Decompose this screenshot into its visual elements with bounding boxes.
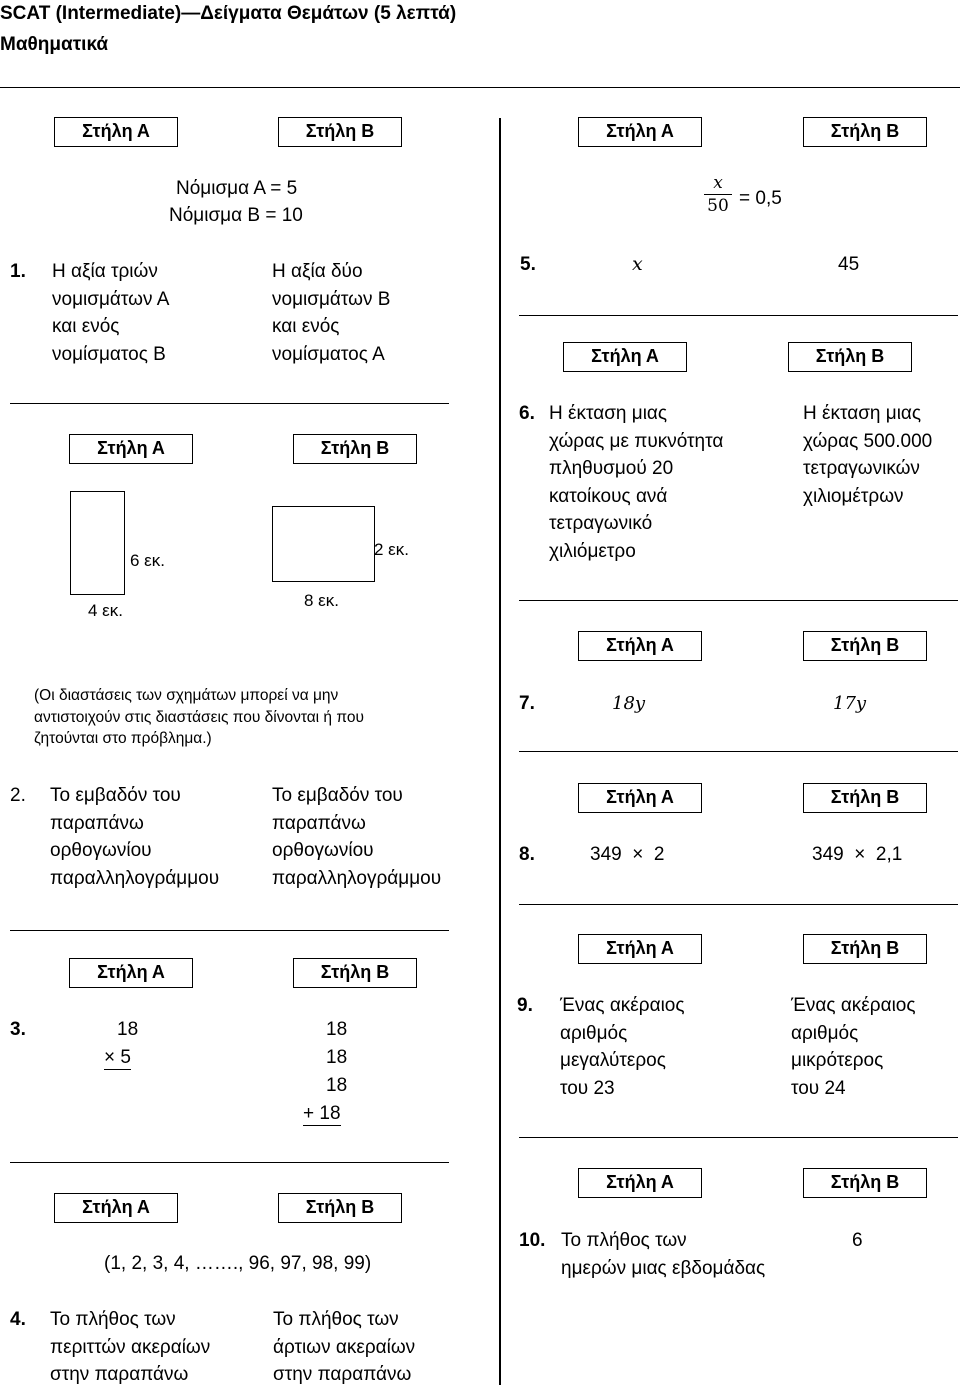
rect-height-label: 6 εκ. <box>130 551 165 570</box>
q3-rule <box>10 1162 449 1163</box>
col-b-label: Στήλη Β <box>278 1193 402 1223</box>
q7-col-a: 18y <box>612 693 646 714</box>
col-b-label: Στήλη Β <box>293 958 417 988</box>
q2-rule <box>10 930 449 931</box>
coin-b-value: Νόμισμα Β = 10 <box>169 205 303 226</box>
rect-width-label: 4 εκ. <box>88 601 123 620</box>
col-b-label: Στήλη Β <box>293 434 417 464</box>
q7-col-b: 17y <box>833 693 867 714</box>
q6-rule <box>519 600 958 601</box>
q6-col-a: Η έκταση μιας χώρας με πυκνότητα πληθυσμού 20 κατοίκους ανά τετραγωνικό χιλιόμετρο <box>549 403 724 562</box>
q5-col-a: x <box>632 253 643 275</box>
col-b-label: Στήλη Β <box>803 1168 927 1198</box>
col-b-label: Στήλη Β <box>803 783 927 813</box>
q5-rule <box>519 315 958 316</box>
para-width-label: 8 εκ. <box>304 591 339 610</box>
q2-col-a: Το εμβαδόν του παραπάνω ορθογωνίου παραλληλογράμμου <box>50 785 220 889</box>
rectangle-figure <box>70 491 125 595</box>
column-divider <box>499 118 501 1385</box>
q5-equation: = 0,5 <box>739 188 782 209</box>
q2-col-b: Το εμβαδόν του παραπάνω ορθογωνίου παραλληλογράμμου <box>272 785 442 889</box>
col-a-label: Στήλη Α <box>54 117 178 147</box>
q10-number: 10. <box>519 1230 546 1251</box>
q8-rule <box>519 904 958 905</box>
q3-b-line3: 18 <box>326 1075 348 1096</box>
col-a-label: Στήλη Α <box>578 117 702 147</box>
col-b-label: Στήλη Β <box>788 342 912 372</box>
dimensions-note: (Οι διαστάσεις των σχημάτων μπορεί να μην αντιστοιχούν στις διαστάσεις που δίνονται ή που ζητούνται στο πρόβλημα.) <box>34 687 364 747</box>
q7-rule <box>519 751 958 752</box>
coin-a-value: Νόμισμα Α = 5 <box>176 178 298 199</box>
q4-col-b: Το πλήθος των άρτιων ακεραίων στην παραπάνω <box>273 1309 416 1385</box>
q5-fraction: x 50 <box>704 173 732 216</box>
header-rule <box>0 87 960 88</box>
q9-rule <box>519 1137 958 1138</box>
col-b-label: Στήλη Β <box>803 631 927 661</box>
col-a-label: Στήλη Α <box>578 783 702 813</box>
q10-col-b: 6 <box>852 1230 863 1251</box>
q3-a-line1: 18 <box>117 1019 139 1040</box>
q3-number: 3. <box>10 1019 26 1040</box>
q5-col-b: 45 <box>838 254 860 275</box>
q1-col-b: Η αξία δύο νομισμάτων Β και ενός νομίσματος Α <box>272 261 391 365</box>
q4-number: 4. <box>10 1309 26 1330</box>
q1-number: 1. <box>10 261 26 282</box>
q3-b-line2: 18 <box>326 1047 348 1068</box>
col-b-label: Στήλη Β <box>803 117 927 147</box>
q10-col-a: Το πλήθος των ημερών μιας εβδομάδας <box>561 1230 766 1279</box>
q1-col-a: Η αξία τριών νομισμάτων Α και ενός νομίσματος Β <box>52 261 170 365</box>
q8-col-b: 349 × 2,1 <box>812 844 903 865</box>
q9-number: 9. <box>517 995 533 1016</box>
page-title: SCAT (Intermediate)—Δείγματα Θεμάτων (5 λεπτά) <box>0 3 457 24</box>
q3-b-line4: + 18 <box>303 1103 341 1124</box>
col-a-label: Στήλη Α <box>69 434 193 464</box>
col-a-label: Στήλη Α <box>563 342 687 372</box>
q9-col-a: Ένας ακέραιος αριθμός μεγαλύτερος του 23 <box>560 995 685 1099</box>
page-subtitle: Μαθηματικά <box>0 34 109 55</box>
col-b-label: Στήλη Β <box>278 117 402 147</box>
q3-b-line1: 18 <box>326 1019 348 1040</box>
col-a-label: Στήλη Α <box>578 934 702 964</box>
q8-number: 8. <box>519 844 535 865</box>
q1-rule <box>10 403 449 404</box>
q4-col-a: Το πλήθος των περιττών ακεραίων στην παραπάνω <box>50 1309 211 1385</box>
col-a-label: Στήλη Α <box>578 631 702 661</box>
q5-number: 5. <box>520 254 536 275</box>
col-a-label: Στήλη Α <box>578 1168 702 1198</box>
q6-number: 6. <box>519 403 535 424</box>
q6-col-b: Η έκταση μιας χώρας 500.000 τετραγωνικών χιλιομέτρων <box>803 403 933 507</box>
number-sequence: (1, 2, 3, 4, ……., 96, 97, 98, 99) <box>104 1253 372 1274</box>
col-a-label: Στήλη Α <box>54 1193 178 1223</box>
q7-number: 7. <box>519 693 535 714</box>
q9-col-b: Ένας ακέραιος αριθμός μικρότερος του 24 <box>791 995 916 1099</box>
para-height-label: 2 εκ. <box>374 540 409 559</box>
col-b-label: Στήλη Β <box>803 934 927 964</box>
q2-number: 2. <box>10 785 26 806</box>
q8-col-a: 349 × 2 <box>590 844 665 865</box>
parallelogram-figure <box>272 506 375 582</box>
q3-a-line2: × 5 <box>104 1047 131 1068</box>
col-a-label: Στήλη Α <box>69 958 193 988</box>
